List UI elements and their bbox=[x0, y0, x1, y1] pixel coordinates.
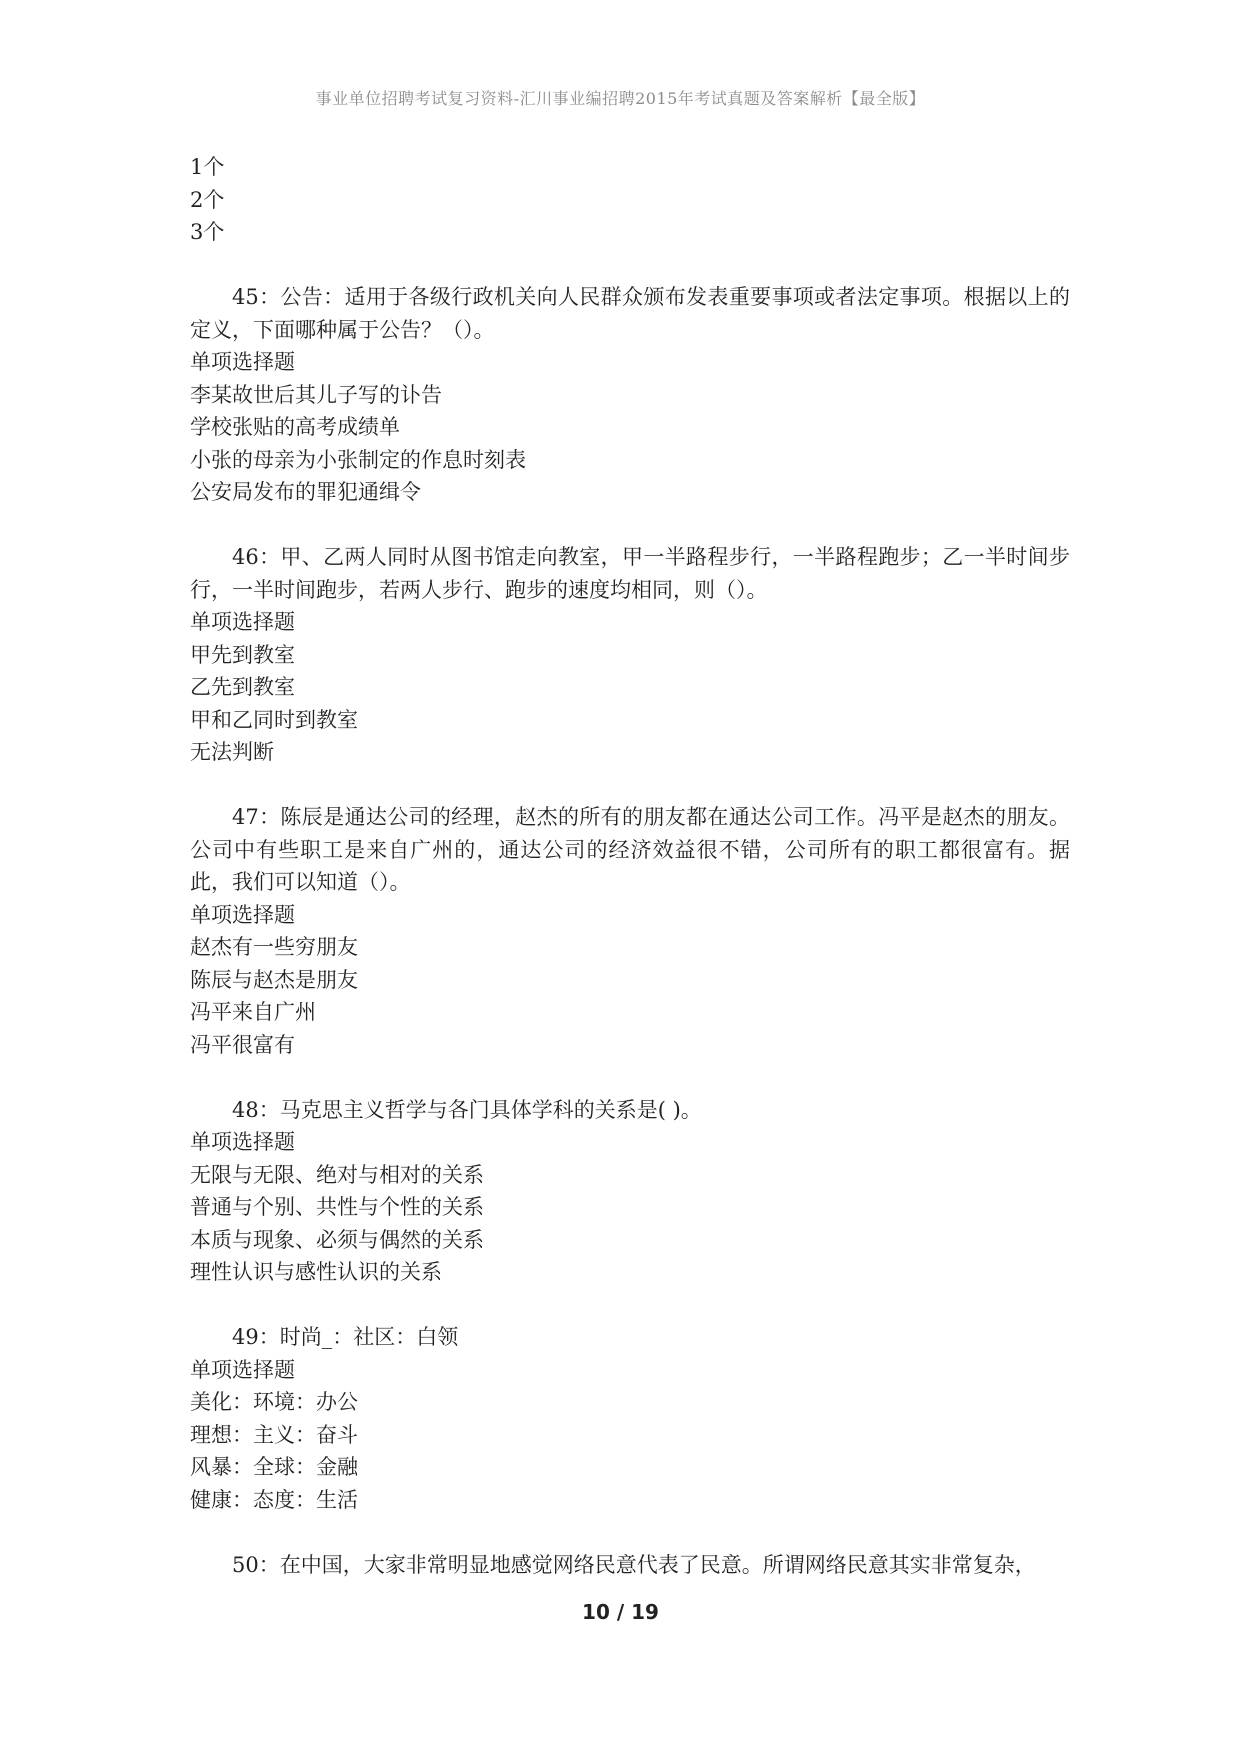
option: 本质与现象、必须与偶然的关系 bbox=[190, 1227, 484, 1252]
option: 陈辰与赵杰是朋友 bbox=[190, 967, 358, 992]
question-50 bbox=[190, 1549, 1070, 1582]
option: 3个 bbox=[190, 220, 225, 244]
option: 无法判断 bbox=[190, 740, 274, 764]
question-type: 单项选择题 bbox=[190, 1357, 295, 1382]
question-type: 单项选择题 bbox=[190, 350, 295, 374]
question-type: 单项选择题 bbox=[190, 610, 295, 634]
option: 甲先到教室 bbox=[190, 642, 295, 667]
question-stem: 46：甲、乙两人同时从图书馆走向教室，甲一半路程步行，一半路程跑步；乙一半时间步行，一半时间跑步，若两人步行、跑步的速度均相同，则（）。 bbox=[190, 545, 1070, 602]
question-45 bbox=[190, 281, 1070, 509]
question-stem: 45：公告：适用于各级行政机关向人民群众颁布发表重要事项或者法定事项。根据以上的定义，下面哪种属于公告？（）。 bbox=[190, 285, 1070, 342]
question-type: 单项选择题 bbox=[190, 902, 295, 927]
option: 公安局发布的罪犯通缉令 bbox=[190, 480, 421, 504]
option: 冯平很富有 bbox=[190, 1032, 295, 1057]
option: 小张的母亲为小张制定的作息时刻表 bbox=[190, 447, 526, 472]
option: 美化：环境：办公 bbox=[190, 1390, 358, 1414]
page-number: 10 / 19 bbox=[582, 1600, 659, 1624]
question-46 bbox=[190, 541, 1070, 769]
option: 甲和乙同时到教室 bbox=[190, 707, 358, 732]
question-48 bbox=[190, 1094, 1070, 1289]
question-stem: 50：在中国，大家非常明显地感觉网络民意代表了民意。所谓网络民意其实非常复杂， bbox=[232, 1552, 1036, 1577]
option: 冯平来自广州 bbox=[190, 1000, 316, 1024]
question-49 bbox=[190, 1321, 1070, 1516]
option: 2个 bbox=[190, 187, 225, 212]
option: 理性认识与感性认识的关系 bbox=[190, 1260, 442, 1284]
option: 1个 bbox=[190, 155, 225, 179]
option: 风暴：全球：金融 bbox=[190, 1455, 358, 1479]
option: 乙先到教室 bbox=[190, 675, 295, 699]
question-47 bbox=[190, 801, 1070, 1061]
option: 健康：态度：生活 bbox=[190, 1487, 358, 1512]
option: 赵杰有一些穷朋友 bbox=[190, 935, 358, 959]
option: 无限与无限、绝对与相对的关系 bbox=[190, 1162, 484, 1187]
question-stem: 47：陈辰是通达公司的经理，赵杰的所有的朋友都在通达公司工作。冯平是赵杰的朋友。公司中有些职工是来自广州的，通达公司的经济效益很不错，公司所有的职工都很富有。据此，我们可以知道（）。 bbox=[190, 805, 1070, 894]
option: 普通与个别、共性与个性的关系 bbox=[190, 1195, 484, 1219]
option: 学校张贴的高考成绩单 bbox=[190, 415, 400, 439]
page-header: 事业单位招聘考试复习资料-汇川事业编招聘2015年考试真题及答案解析【最全版】 bbox=[315, 89, 926, 108]
option: 李某故世后其儿子写的讣告 bbox=[190, 382, 442, 407]
option: 理想：主义：奋斗 bbox=[190, 1422, 358, 1447]
question-stem: 48：马克思主义哲学与各门具体学科的关系是( )。 bbox=[232, 1097, 702, 1122]
document-body bbox=[190, 151, 1070, 1581]
question-stem: 49：时尚_：社区：白领 bbox=[232, 1325, 459, 1349]
question-type: 单项选择题 bbox=[190, 1130, 295, 1154]
